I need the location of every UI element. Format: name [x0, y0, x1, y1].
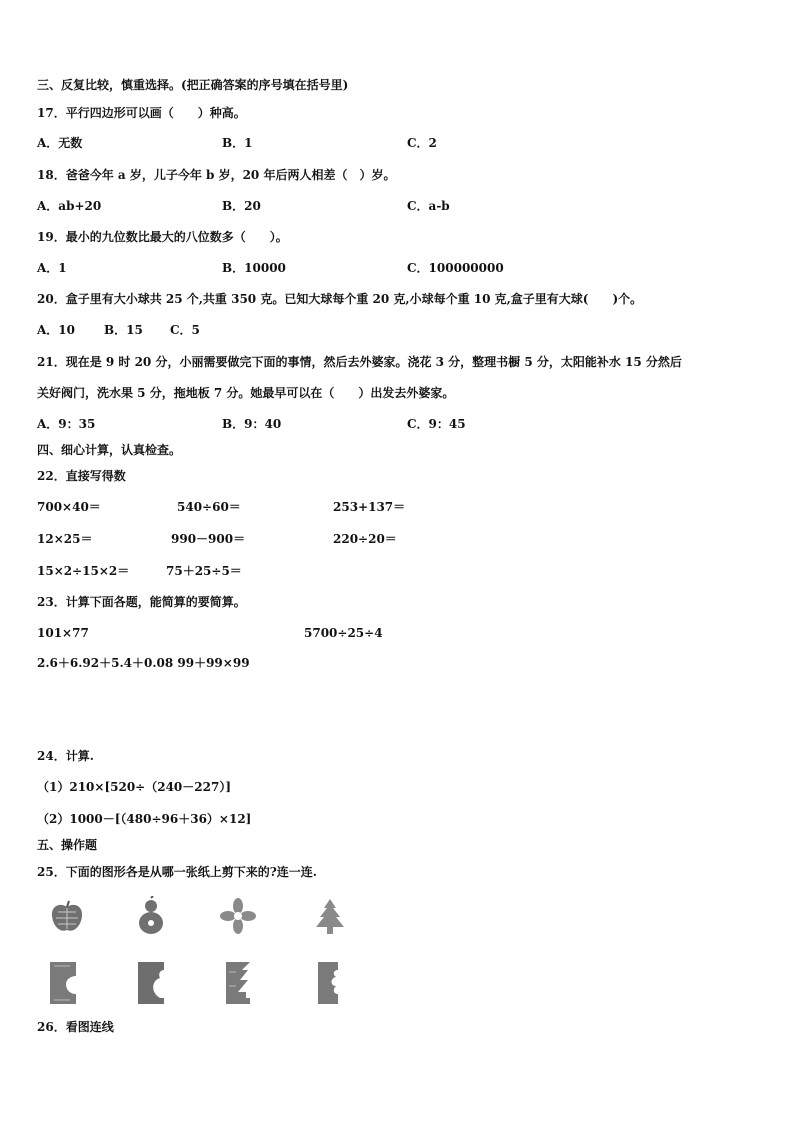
- q18-option-b: B．20: [222, 199, 261, 213]
- section3-heading: 三、反复比较，慎重选择。(把正确答案的序号填在括号里): [37, 78, 349, 92]
- cut-paper-tree-icon[interactable]: [226, 962, 252, 1004]
- question-21-line2: 关好阀门，洗水果 5 分，拖地板 7 分。她最早可以在（ ）出发去外婆家。: [37, 386, 455, 400]
- cut-paper-flower-icon[interactable]: [318, 962, 346, 1004]
- q20-option-c: C．5: [170, 323, 200, 337]
- q21-option-b: B．9：40: [222, 417, 282, 431]
- q21-option-c: C．9：45: [407, 417, 466, 431]
- expr-2: 5700÷25÷4: [304, 626, 383, 640]
- q19-option-c: C．100000000: [407, 261, 504, 275]
- question-18: 18．爸爸今年 a 岁，儿子今年 b 岁，20 年后两人相差（ ）岁。: [37, 168, 396, 182]
- calc-item: 700×40＝: [37, 500, 101, 514]
- q17-option-a: A．无数: [37, 136, 83, 150]
- q19-option-b: B．10000: [222, 261, 286, 275]
- question-25: 25．下面的图形各是从哪一张纸上剪下来的?连一连.: [37, 865, 317, 879]
- calc-item: 75＋25÷5＝: [166, 564, 242, 578]
- expr-1: 101×77: [37, 626, 89, 640]
- question-21-line1: 21．现在是 9 时 20 分，小丽需要做完下面的事情，然后去外婆家。浇花 3 分，整理书橱 5 分，太阳能补水 15 分然后: [37, 355, 682, 369]
- q24-expr-1: （1）210×[520÷（240－227）]: [37, 780, 232, 794]
- calc-item: 990－900＝: [171, 532, 246, 546]
- section5-heading: 五、操作题: [37, 838, 98, 852]
- question-22: 22．直接写得数: [37, 469, 126, 483]
- section4-heading: 四、细心计算，认真检查。: [37, 443, 182, 457]
- gourd-icon[interactable]: [136, 896, 166, 936]
- calc-item: 220÷20＝: [333, 532, 397, 546]
- apple-icon[interactable]: [48, 898, 86, 936]
- question-23: 23．计算下面各题，能简算的要简算。: [37, 595, 246, 609]
- calc-item: 15×2÷15×2＝: [37, 564, 130, 578]
- question-26: 26．看图连线: [37, 1020, 114, 1034]
- tree-icon[interactable]: [314, 898, 346, 936]
- q24-expr-2: （2）1000－[（480÷96＋36）×12]: [37, 812, 252, 826]
- calc-item: 12×25＝: [37, 532, 93, 546]
- q20-option-b: B．15: [104, 323, 143, 337]
- question-17: 17．平行四边形可以画（ ）种高。: [37, 106, 246, 120]
- q17-option-b: B．1: [222, 136, 253, 150]
- q18-option-c: C．a-b: [407, 199, 450, 213]
- cut-paper-apple-icon[interactable]: [50, 962, 78, 1004]
- q21-option-a: A．9：35: [37, 417, 96, 431]
- q19-option-a: A．1: [37, 261, 67, 275]
- cut-paper-gourd-icon[interactable]: [138, 962, 166, 1004]
- calc-item: 540÷60＝: [177, 500, 241, 514]
- q17-option-c: C．2: [407, 136, 437, 150]
- question-24: 24．计算.: [37, 749, 94, 763]
- q20-option-a: A．10: [37, 323, 76, 337]
- q18-option-a: A．ab+20: [37, 199, 102, 213]
- question-19: 19．最小的九位数比最大的八位数多（ ）。: [37, 230, 288, 244]
- flower-icon[interactable]: [220, 898, 256, 934]
- expr-3: 2.6＋6.92＋5.4＋0.08 99＋99×99: [37, 656, 250, 670]
- calc-item: 253+137＝: [333, 500, 406, 514]
- question-20: 20．盒子里有大小球共 25 个,共重 350 克。已知大球每个重 20 克,小球每个重 10 克,盒子里有大球( )个。: [37, 292, 643, 306]
